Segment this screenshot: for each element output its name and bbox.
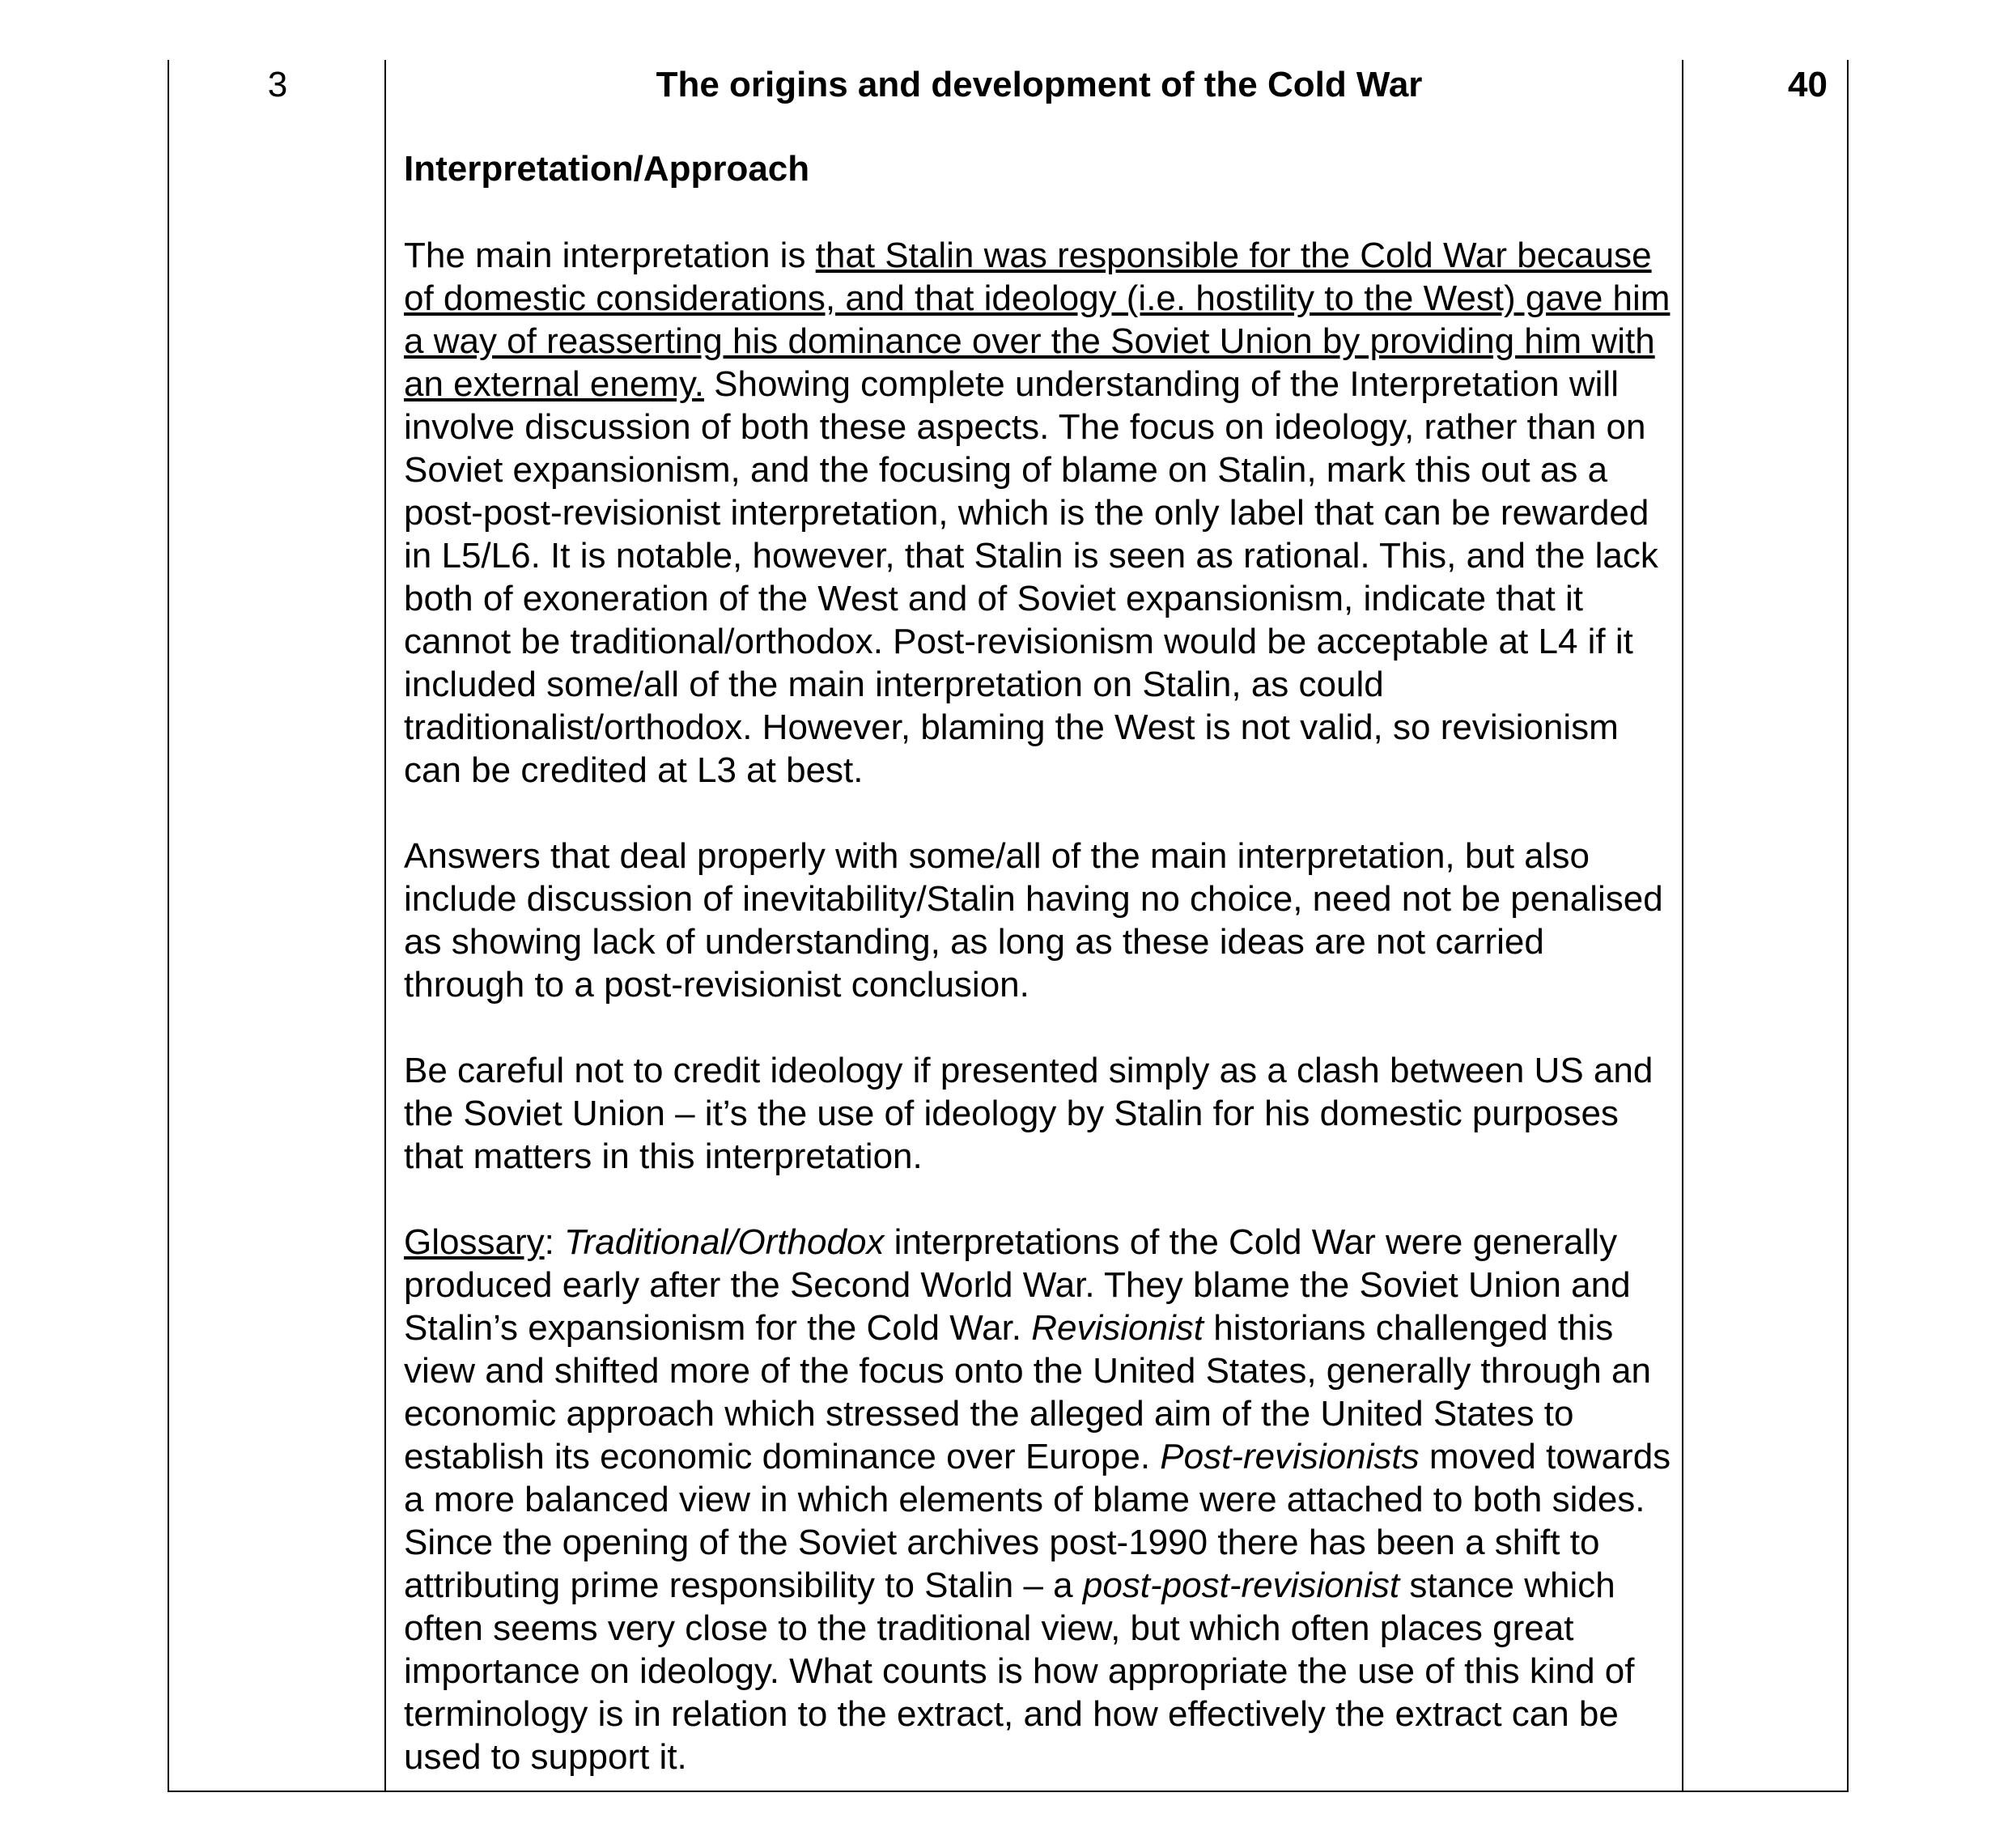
- ideology-caution-paragraph: Be careful not to credit ideology if presented simply as a clash between US and the Soviet Union – it’s the use of ideology by Stalin for his domestic purposes that matters in this interpretation.: [404, 1051, 1654, 1176]
- glossary-term-traditional: Traditional/Orthodox: [564, 1222, 885, 1262]
- guidance-content: [404, 63, 1675, 1778]
- mark-scheme-table: [168, 60, 1849, 1792]
- main-interpretation-underlined: that Stalin was responsible for the Cold War because of domestic considerations, and that ideology (i.e. hostility to the West) gave him a way of reasserting his dominance over the Soviet Union by providing him with an external enemy.: [404, 236, 1671, 404]
- answers-paragraph: Answers that deal properly with some/all of the main interpretation, but also include discussion of inevitability/Stalin having no choice, need not be penalised as showing lack of understanding, as long as these ideas are not carried through to a post-revisionist conclusion.: [404, 836, 1663, 1005]
- interpretation-paragraph: [404, 234, 1675, 792]
- glossary-text-4: stance which often seems very close to the traditional view, but which often places great importance on ideology. What counts is how appropriate the use of this kind of terminology is in relation to the extract, and how effectively the extract can be used to support it.: [404, 1565, 1635, 1777]
- glossary-term-post-post-revisionist: post-post-revisionist: [1082, 1565, 1400, 1605]
- question-title: The origins and development of the Cold War: [656, 65, 1423, 104]
- glossary-paragraph: [404, 1221, 1675, 1778]
- glossary-term-post-revisionists: Post-revisionists: [1160, 1437, 1420, 1476]
- glossary-text-3: moved towards a more balanced view in which elements of blame were attached to both sides. Since the opening of the Soviet archives post-1990 there has been a shift to attributing prime responsibility to Stalin – a: [404, 1437, 1671, 1605]
- paragraph-rest: Showing complete understanding of the Interpretation will involve discussion of both these aspects. The focus on ideology, rather than on Soviet expansionism, and the focusing of blame on Stalin, mark this out as a post-post-revisionist interpretation, which is the only label that can be rewarded in L5/L6. It is notable, however, that Stalin is seen as rational. This, and the lack both of exoneration of the West and of Soviet expansionism, indicate that it cannot be traditional/orthodox. Post-revisionism would be acceptable at L4 if it included some/all of the main interpretation on Stalin, as could traditionalist/orthodox. However, blaming the West is not valid, so revisionism can be credited at L3 at best.: [404, 364, 1658, 790]
- marks-column: [1683, 60, 1847, 1791]
- glossary-text-2: historians challenged this view and shifted more of the focus onto the United States, generally through an economic approach which stressed the alleged aim of the United States to establish its economic dominance over Europe.: [404, 1308, 1651, 1476]
- question-column: [169, 60, 386, 1791]
- glossary-text-1: interpretations of the Cold War were generally produced early after the Second World War. They blame the Soviet Union and Stalin’s expansionism for the Cold War.: [404, 1222, 1631, 1348]
- marks-value: 40: [1788, 65, 1828, 104]
- glossary-term-revisionist: Revisionist: [1031, 1308, 1204, 1348]
- paragraph-lead: The main interpretation is: [404, 236, 816, 275]
- question-number: 3: [267, 65, 288, 104]
- glossary-colon: :: [544, 1222, 565, 1262]
- section-heading: Interpretation/Approach: [404, 149, 810, 189]
- guidance-column: [386, 60, 1683, 1791]
- glossary-label: Glossary: [404, 1222, 545, 1262]
